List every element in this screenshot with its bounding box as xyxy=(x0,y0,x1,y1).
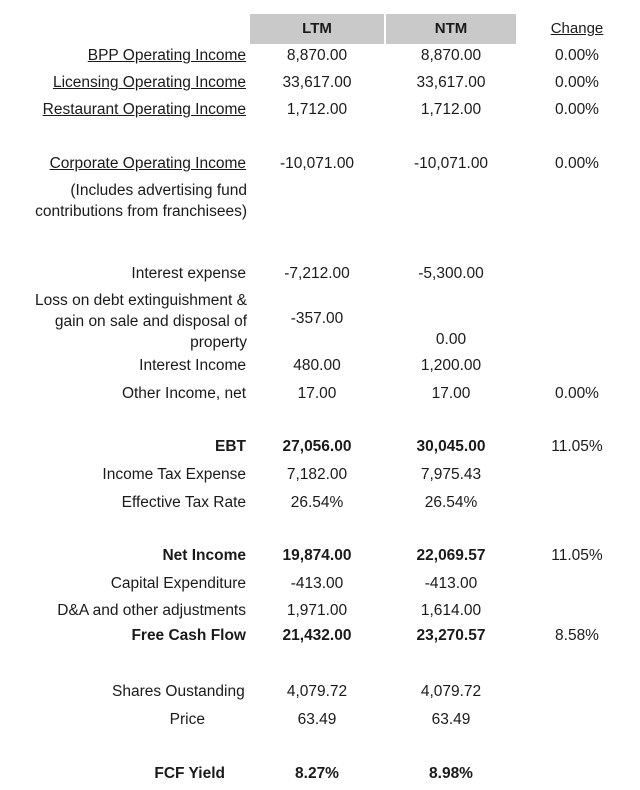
loss-debt-label-line-2: gain on sale and disposal of xyxy=(54,313,247,330)
row-label: Effective Tax Rate xyxy=(121,494,246,511)
value-ntm: 30,045.00 xyxy=(416,438,486,455)
row-label: FCF Yield xyxy=(154,765,225,782)
value-ntm: 1,712.00 xyxy=(420,101,482,118)
row-label: Capital Expenditure xyxy=(110,575,246,592)
value-ntm: 8.98% xyxy=(429,765,473,782)
value-ltm: 33,617.00 xyxy=(282,74,352,91)
value-ltm: 26.54% xyxy=(290,494,344,511)
value-change: 0.00% xyxy=(555,74,599,91)
value-change: 11.05% xyxy=(551,438,603,455)
value-ltm: 7,182.00 xyxy=(286,466,348,483)
value-ntm: 23,270.57 xyxy=(416,627,486,644)
value-ntm: 8,870.00 xyxy=(420,47,482,64)
value-ltm: 63.49 xyxy=(297,711,337,728)
row-label: D&A and other adjustments xyxy=(57,602,246,619)
row-label: EBT xyxy=(215,438,246,455)
value-ltm: -7,212.00 xyxy=(284,265,350,282)
header-ntm: NTM xyxy=(386,14,516,44)
value-ltm: 17.00 xyxy=(297,385,337,402)
row-label: Free Cash Flow xyxy=(131,627,246,644)
value-change: 0.00% xyxy=(555,101,599,118)
value-ntm: -413.00 xyxy=(424,575,478,592)
header-ltm: LTM xyxy=(250,14,384,44)
row-label: Interest expense xyxy=(131,265,246,282)
corporate-note-line-2: contributions from franchisees) xyxy=(35,203,247,220)
value-ntm: 1,200.00 xyxy=(420,357,482,374)
row-label: Corporate Operating Income xyxy=(49,155,246,172)
value-ltm: -10,071.00 xyxy=(279,155,355,172)
value-ntm: 17.00 xyxy=(431,385,471,402)
value-ltm: -357.00 xyxy=(290,310,344,327)
value-ltm: -413.00 xyxy=(290,575,344,592)
row-label: Shares Oustanding xyxy=(112,683,245,700)
value-ntm: 26.54% xyxy=(424,494,478,511)
value-change: 8.58% xyxy=(555,627,599,644)
loss-debt-label-line-1: Loss on debt extinguishment & xyxy=(35,292,247,309)
value-change: 0.00% xyxy=(555,47,599,64)
row-label: BPP Operating Income xyxy=(87,47,246,64)
value-ntm: -5,300.00 xyxy=(418,265,484,282)
value-ntm: 22,069.57 xyxy=(416,547,486,564)
value-ltm: 1,971.00 xyxy=(286,602,348,619)
value-ltm: 21,432.00 xyxy=(282,627,352,644)
value-ntm: 0.00 xyxy=(435,331,467,348)
value-ntm: 7,975.43 xyxy=(420,466,482,483)
value-ntm: -10,071.00 xyxy=(413,155,489,172)
row-label: Restaurant Operating Income xyxy=(42,101,246,118)
value-ltm: 480.00 xyxy=(293,357,341,374)
value-ntm: 1,614.00 xyxy=(420,602,482,619)
row-label: Income Tax Expense xyxy=(102,466,246,483)
header-change: Change xyxy=(550,20,604,37)
row-label: Net Income xyxy=(162,547,246,564)
value-ntm: 4,079.72 xyxy=(420,683,482,700)
value-ntm: 63.49 xyxy=(431,711,471,728)
value-ntm: 33,617.00 xyxy=(416,74,486,91)
value-ltm: 4,079.72 xyxy=(286,683,348,700)
value-change: 0.00% xyxy=(555,385,599,402)
corporate-note-line-1: (Includes advertising fund xyxy=(70,182,247,199)
value-ltm: 8.27% xyxy=(295,765,339,782)
row-label: Other Income, net xyxy=(121,385,246,402)
value-change: 0.00% xyxy=(555,155,599,172)
value-ltm: 27,056.00 xyxy=(282,438,352,455)
row-label: Price xyxy=(169,711,205,728)
value-ltm: 8,870.00 xyxy=(286,47,348,64)
row-label: Interest Income xyxy=(139,357,246,374)
value-change: 11.05% xyxy=(551,547,603,564)
value-ltm: 19,874.00 xyxy=(282,547,352,564)
row-label: Licensing Operating Income xyxy=(52,74,246,91)
value-ltm: 1,712.00 xyxy=(286,101,348,118)
loss-debt-label-line-3: property xyxy=(190,334,247,351)
